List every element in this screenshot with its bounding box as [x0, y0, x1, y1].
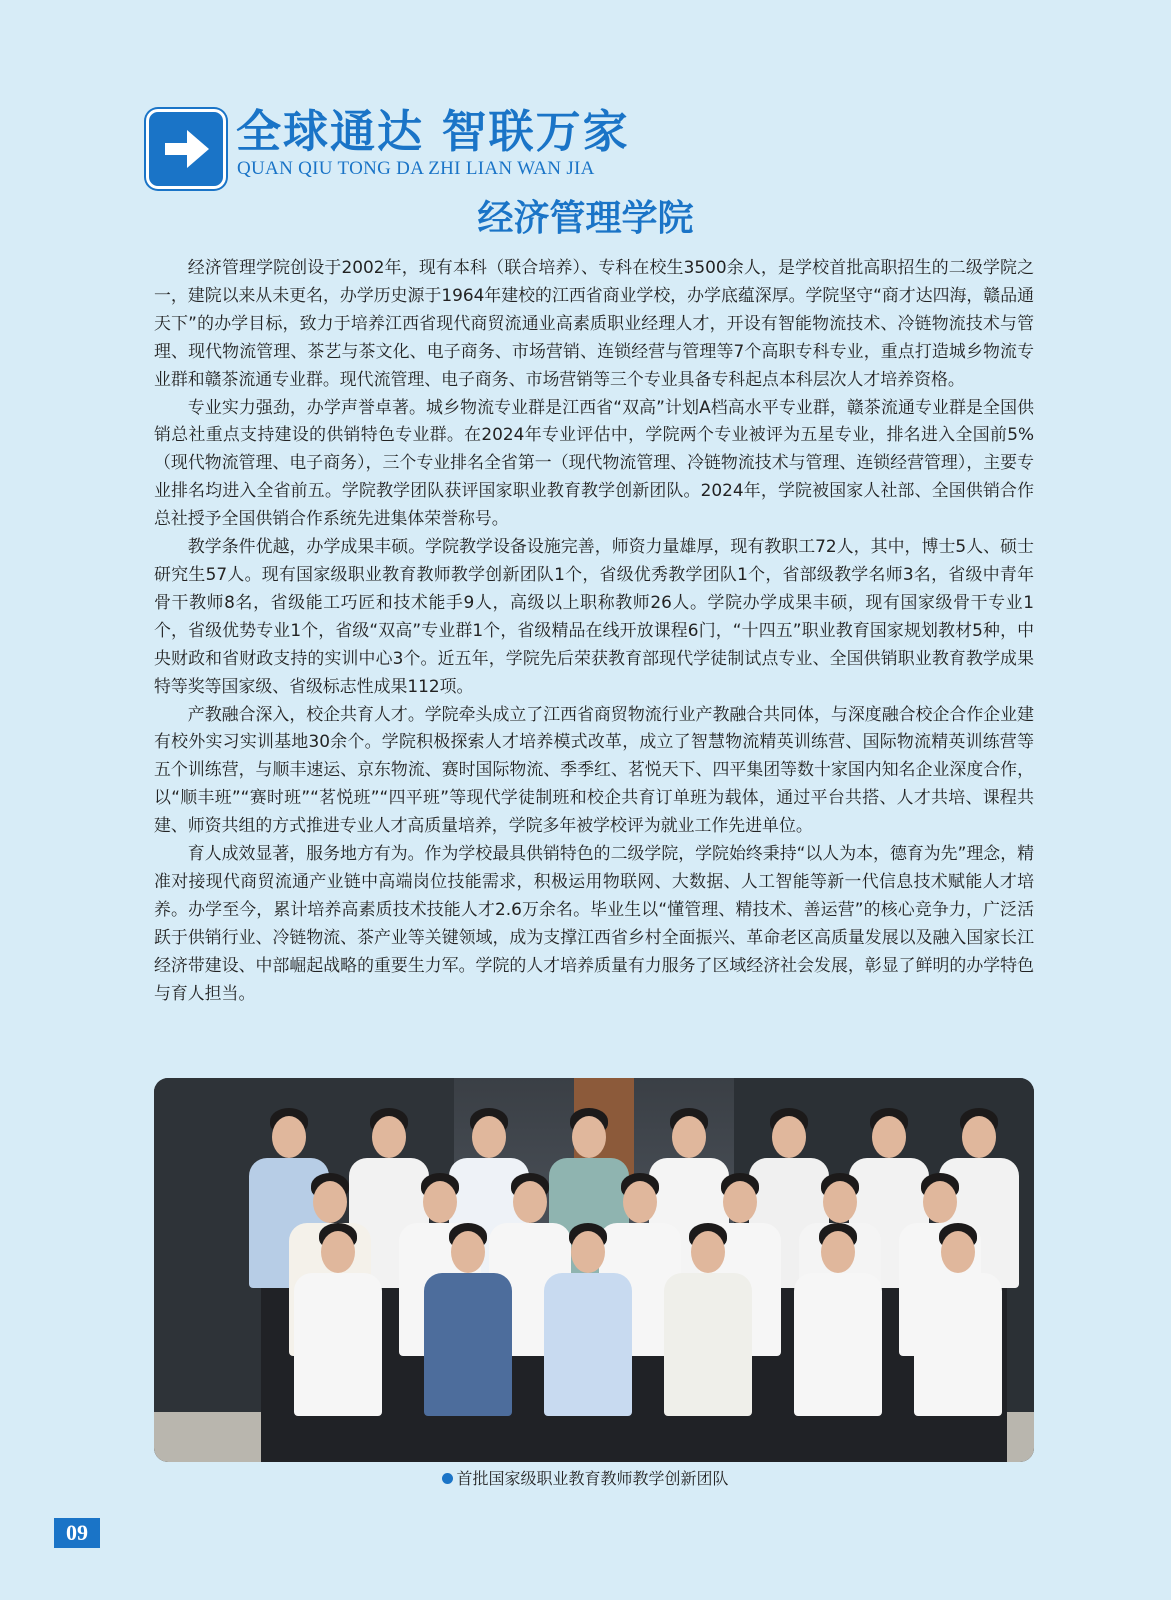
paragraph: 产教融合深入，校企共育人才。学院牵头成立了江西省商贸物流行业产教融合共同体，与深度融合校企合作企业建有校外实习实训基地30余个。学院积极探索人才培养模式改革，成立了智慧物流精英训练营、国际物流精英训练营等五个训练营，与顺丰速运、京东物流、赛时国际物流、季季红、茗悦天下、四平集团等数十家国内知名企业深度合作，以“顺丰班”“赛时班”“茗悦班”“四平班”等现代学徒制班和校企共育订单班为载体，通过平台共搭、人才共培、课程共建、师资共组的方式推进专业人才高质量培养，学院多年被学校评为就业工作先进单位。	[154, 703, 1034, 836]
header-title: 全球通达 智联万家	[236, 105, 630, 158]
page-number: 09	[54, 1518, 100, 1548]
paragraph: 经济管理学院创设于2002年，现有本科（联合培养）、专科在校生3500余人，是学校首批高职招生的二级学院之一，建院以来从未更名，办学历史源于1964年建校的江西省商业学校，办学底蕴深厚。学院坚守“商才达四海，赣品通天下”的办学目标，致力于培养江西省现代商贸流通业高素质职业经理人才，开设有智能物流技术、冷链物流技术与管理、现代物流管理、茶艺与茶文化、电子商务、市场营销、连锁经营与管理等7个高职专科专业，重点打造城乡物流专业群和赣茶流通专业群。现代流管理、电子商务、市场营销等三个专业具备专科起点本科层次人才培养资格。	[154, 257, 1034, 389]
header-pinyin: QUAN QIU TONG DA ZHI LIAN WAN JIA	[237, 158, 595, 179]
photo-person	[544, 1223, 632, 1462]
section-title: 经济管理学院	[477, 197, 694, 239]
article-body	[154, 254, 1034, 1007]
photo-caption	[0, 1468, 1171, 1490]
photo-person	[794, 1223, 882, 1462]
paragraph: 教学条件优越，办学成果丰硕。学院教学设备设施完善，师资力量雄厚，现有教职工72人，其中，博士5人、硕士研究生57人。现有国家级职业教育教师教学创新团队1个，省级优秀教学团队1个，省部级教学名师3名，省级中青年骨干教师8名，省级能工巧匠和技术能手9人，高级以上职称教师26人。学院办学成果丰硕，现有国家级骨干专业1个，省级优势专业1个，省级“双高”专业群1个，省级精品在线开放课程6门，“十四五”职业教育国家规划教材5种，中央财政和省财政支持的实训中心3个。近五年，学院先后荣获教育部现代学徒制试点专业、全国供销职业教育教学成果特等奖等国家级、省级标志性成果112项。	[154, 536, 1034, 696]
paragraph: 专业实力强劲，办学声誉卓著。城乡物流专业群是江西省“双高”计划A档高水平专业群，赣茶流通专业群是全国供销总社重点支持建设的供销特色专业群。在2024年专业评估中，学院两个专业被评为五星专业，排名进入全国前5%（现代物流管理、电子商务），三个专业排名全省第一（现代物流管理、冷链物流技术与管理、连锁经营管理），主要专业排名均进入全省前五。学院教学团队获评国家职业教育教学创新团队。2024年，学院被国家人社部、全国供销合作总社授予全国供销合作系统先进集体荣誉称号。	[154, 396, 1034, 529]
paragraph: 育人成效显著，服务地方有为。作为学校最具供销特色的二级学院，学院始终秉持“以人为本，德育为先”理念，精准对接现代商贸流通产业链中高端岗位技能需求，积极运用物联网、大数据、人工智能等新一代信息技术赋能人才培养。办学至今，累计培养高素质技术技能人才2.6万余名。毕业生以“懂管理、精技术、善运营”的核心竞争力，广泛活跃于供销行业、冷链物流、茶产业等关键领域，成为支撑江西省乡村全面振兴、革命老区高质量发展以及融入国家长江经济带建设、中部崛起战略的重要生力军。学院的人才培养质量有力服务了区域经济社会发展，彰显了鲜明的办学特色与育人担当。	[154, 843, 1034, 1003]
photo-person	[914, 1223, 1002, 1462]
photo-caption-text: 首批国家级职业教育教师教学创新团队	[456, 1469, 729, 1488]
bullet-dot-icon	[442, 1473, 453, 1484]
photo-person	[664, 1223, 752, 1462]
team-group-photo	[154, 1078, 1034, 1462]
photo-person	[294, 1223, 382, 1462]
right-arrow-icon	[146, 109, 226, 189]
photo-person	[424, 1223, 512, 1462]
